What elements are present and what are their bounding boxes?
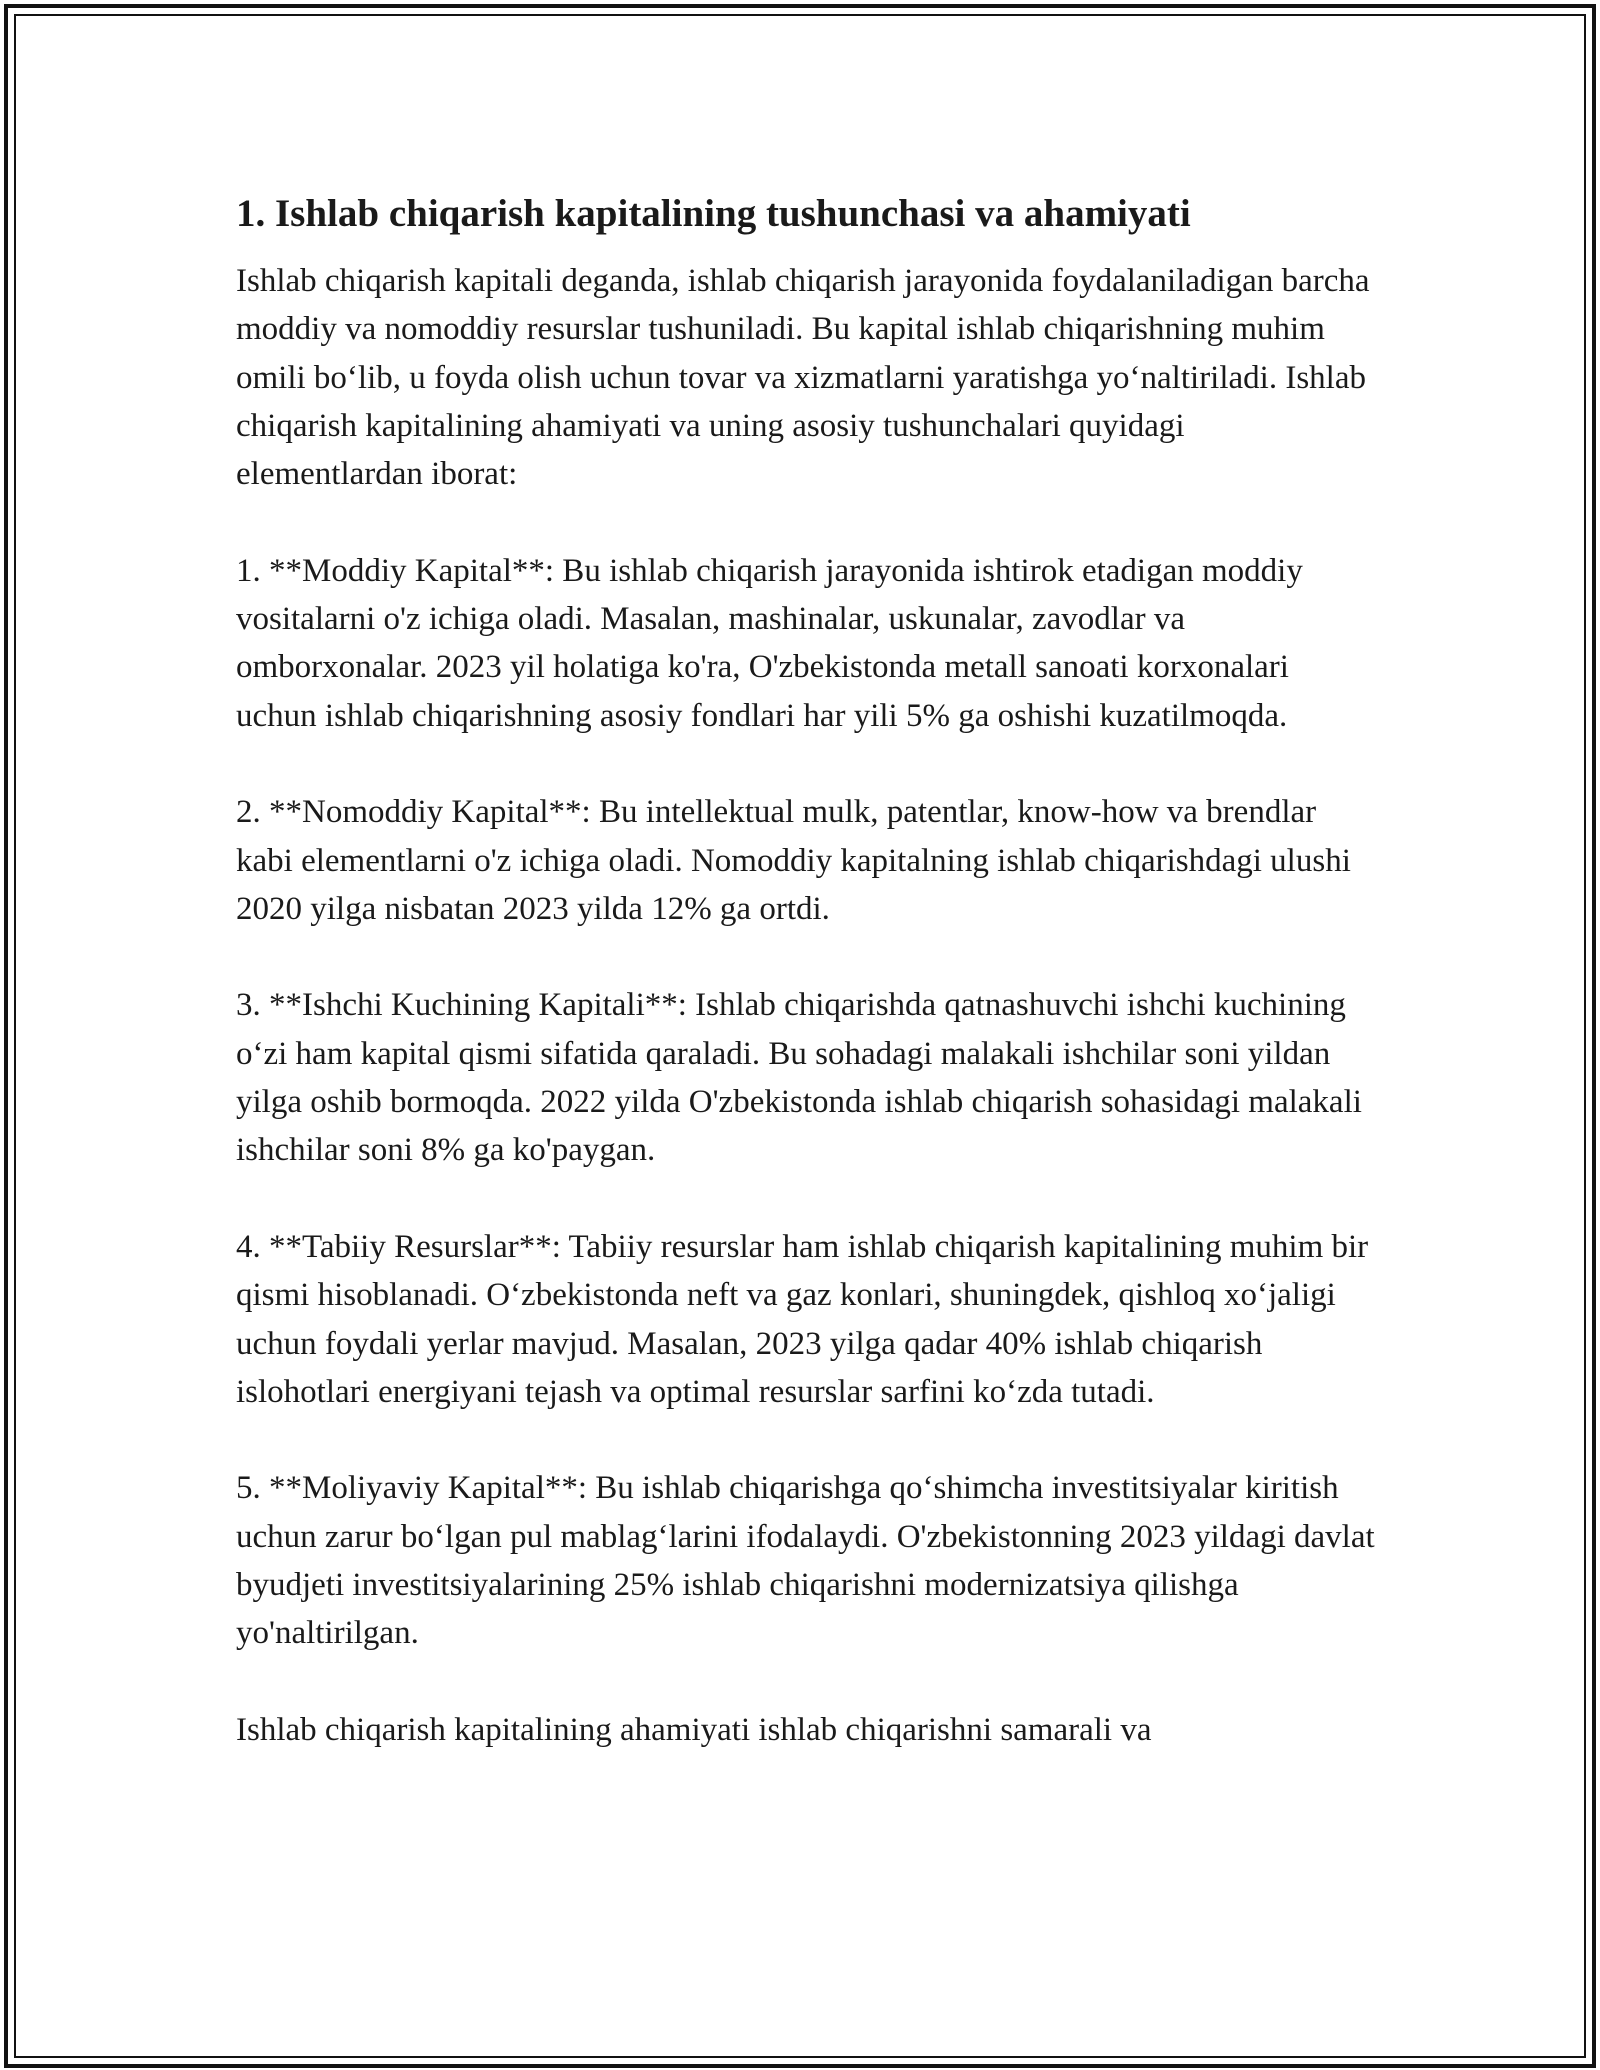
list-item-moliyaviy-kapital: 5. **Moliyaviy Kapital**: Bu ishlab chiqarishga qo‘shimcha investitsiyalar kiritish uchun zarur bo‘lgan pul mablag‘larini ifodalaydi. O'zbekistonning 2023 yildagi davlat byudjeti investitsiyalarining 25% ishlab chiqarishni modernizatsiya qilishga yo'naltirilgan. — [236, 1470, 1375, 1652]
document-body — [236, 186, 1376, 1754]
page-title: 1. Ishlab chiqarish kapitalining tushunchasi va ahamiyati — [236, 192, 1191, 235]
list-item-moddiy-kapital: 1. **Moddiy Kapital**: Bu ishlab chiqarish jarayonida ishtirok etadigan moddiy vositalarni o'z ichiga oladi. Masalan, mashinalar, uskunalar, zavodlar va omborxonalar. 2023 yil holatiga ko'ra, O'zbekistonda metall sanoati korxonalari uchun ishlab chiqarishning asosiy fondlari har yili 5% ga oshishi kuzatilmoqda. — [236, 552, 1303, 734]
list-item-nomoddiy-kapital: 2. **Nomoddiy Kapital**: Bu intellektual mulk, patentlar, know-how va brendlar kabi elementlarni o'z ichiga oladi. Nomoddiy kapitalning ishlab chiqarishdagi ulushi 2020 yilga nisbatan 2023 yilda 12% ga ortdi. — [236, 794, 1351, 927]
intro-paragraph: Ishlab chiqarish kapitali deganda, ishlab chiqarish jarayonida foydalaniladigan barcha moddiy va nomoddiy resurslar tushuniladi. Bu kapital ishlab chiqarishning muhim omili bo‘lib, u foyda olish uchun tovar va xizmatlarni yaratishga yo‘naltiriladi. Ishlab chiqarish kapitalining ahamiyati va uning asosiy tushunchalari quyidagi elementlardan iborat: — [236, 263, 1370, 493]
list-item-ishchi-kuchining-kapitali: 3. **Ishchi Kuchining Kapitali**: Ishlab chiqarishda qatnashuvchi ishchi kuchining o‘zi ham kapital qismi sifatida qaraladi. Bu sohadagi malakali ishchilar soni yildan yilga oshib bormoqda. 2022 yilda O'zbekistonda ishlab chiqarish sohasidagi malakali ishchilar soni 8% ga ko'paygan. — [236, 987, 1362, 1169]
list-item-tabiiy-resurslar: 4. **Tabiiy Resurslar**: Tabiiy resurslar ham ishlab chiqarish kapitalining muhim bir qismi hisoblanadi. O‘zbekistonda neft va gaz konlari, shuningdek, qishloq xo‘jaligi uchun foydali yerlar mavjud. Masalan, 2023 yilga qadar 40% ishlab chiqarish islohotlari energiyani tejash va optimal resurslar sarfini ko‘zda tutadi. — [236, 1228, 1369, 1410]
closing-paragraph: Ishlab chiqarish kapitalining ahamiyati ishlab chiqarishni samarali va — [236, 1711, 1152, 1748]
